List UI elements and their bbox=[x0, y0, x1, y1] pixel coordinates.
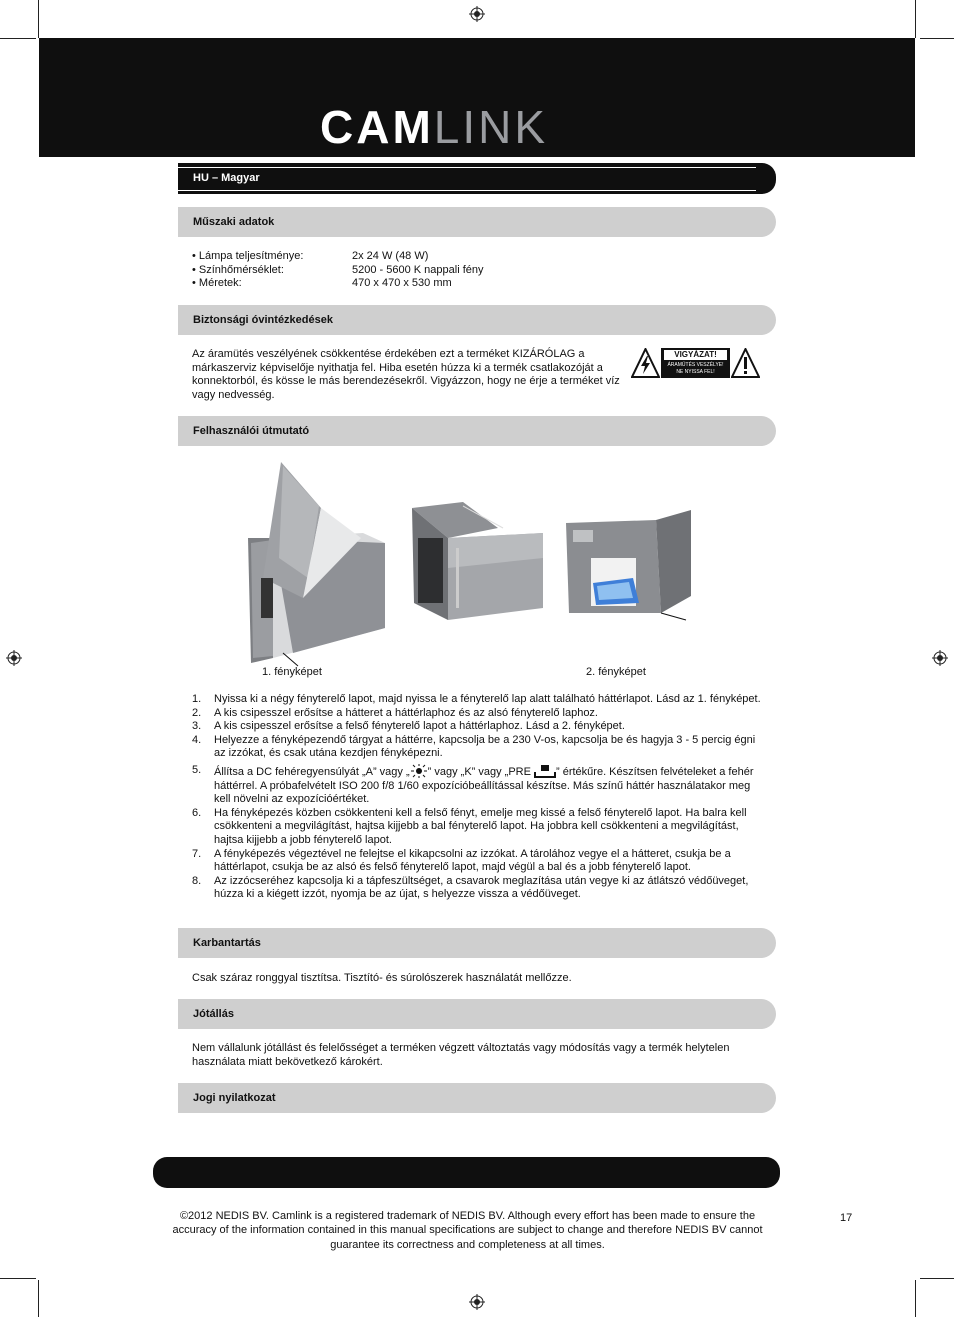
list-item: 8. Az izzócseréhez kapcsolja ki a tápfeszültséget, a csavarok meglazítása után vegye ki az átlátszó védőüveget, húzza ki a kiégett izzót, nyomja be az újat, s helyezze vissza a védőüveget. bbox=[192, 874, 749, 901]
lightbox-photo-1 bbox=[243, 458, 388, 668]
photo-caption-2: 2. fényképet bbox=[586, 666, 646, 678]
section-header-maintenance: Karbantartás bbox=[178, 928, 776, 958]
list-item: 5. Állítsa a DC fehéregyensúlyát „A” vagy „ ” vagy „K” vagy „PRE ” értékűre. Készítsen felvételeket a fehér háttérrel. A próbafelvételt ISO 200 f/8 1/60 expozícióbeállítással készítse. Más színű háttér használatakor meg kell növelni az expozícióértéket. bbox=[192, 763, 754, 806]
list-item: 2. A kis csipesszel erősítse a hátteret a háttérlaphoz és az alsó fényterelő laphoz. bbox=[192, 706, 598, 719]
crop-mark bbox=[920, 38, 954, 39]
list-item: 4. Helyezze a fényképezendő tárgyat a háttérre, kapcsolja be a 230 V-os, kapcsolja be és hagyja 3 - 5 percig égni az izzókat, és csak utána kezdjen fényképezni. bbox=[192, 733, 756, 760]
footer-bar bbox=[153, 1157, 780, 1188]
warranty-text: Nem vállalunk jótállást és felelősséget a terméken végzett változtatás vagy módosítás vagy a termék helytelen használata miatt bekövetkező károkért. bbox=[192, 1042, 730, 1068]
specs-table bbox=[192, 250, 484, 291]
copyright-text: ©2012 NEDIS BV. Camlink is a registered trademark of NEDIS BV. Although every effort has been made to ensure the accuracy of the information contained in this manual specifications are subject to change and therefore NEDIS BV cannot guarantee its correctness and completeness at all times. bbox=[172, 1210, 763, 1251]
list-item: 3. A kis csipesszel erősítse a felső fényterelő lapot a háttérlaphoz. Lásd a 2. fényképet. bbox=[192, 720, 625, 733]
spec-row: • Színhőmérséklet: 5200 - 5600 K nappali fény bbox=[192, 263, 484, 276]
list-item: 7. A fényképezés végeztével ne felejtse el kikapcsolni az izzókat. A tárolához vegye el a hátteret, csukja be a háttérlapot, csukja be az alsó és felső fényterelő lapot, majd végül a bal és a jobb fényterelő lapot. bbox=[192, 847, 731, 874]
section-header-legal: Jogi nyilatkozat bbox=[178, 1083, 776, 1113]
warning-label: VIGYÁZAT! ÁRAMÜTÉS VESZÉLYE! NE NYISSA FEL! bbox=[661, 348, 730, 378]
spec-row: • Lámpa teljesítménye: 2x 24 W (48 W) bbox=[192, 250, 429, 262]
registration-mark-icon bbox=[469, 6, 485, 22]
lightbox-photo-2 bbox=[408, 498, 548, 626]
list-item: 1. Nyissa ki a négy fényterelő lapot, majd nyissa le a fényterelő lap alatt található háttérlapot. Lásd az 1. fényképet. bbox=[192, 693, 761, 705]
registration-mark-icon bbox=[469, 1294, 485, 1310]
preset-icon bbox=[534, 764, 556, 778]
crop-mark bbox=[38, 0, 39, 38]
crop-mark bbox=[38, 1280, 39, 1317]
instruction-steps bbox=[192, 693, 767, 902]
spec-row: • Méretek: 470 x 470 x 530 mm bbox=[192, 277, 452, 290]
crop-mark bbox=[0, 1278, 36, 1279]
registration-mark-icon bbox=[932, 650, 948, 666]
crop-mark bbox=[915, 0, 916, 38]
crop-mark bbox=[0, 38, 36, 39]
list-item: 6. Ha fényképezés közben csökkenteni kell a felső fényt, emelje meg kissé a felső fényterelő lapot. Ha balra kell csökkenteni a megvilágítást, hajtsa kijjebb a bal fényterelő lapot. Ha jobbra kell csökkenteni a megvilágítást, hajtsa kijjebb a jobb fényterelő lapot. bbox=[192, 806, 747, 846]
section-header-specs: Műszaki adatok bbox=[178, 207, 776, 237]
page-number: 17 bbox=[840, 1212, 853, 1224]
registration-mark-icon bbox=[6, 650, 22, 666]
crop-mark bbox=[915, 1280, 916, 1317]
sun-icon bbox=[410, 764, 428, 778]
maintenance-text: Csak száraz ronggyal tisztítsa. Tisztító- és súrolószerek használatát mellőzze. bbox=[192, 972, 572, 984]
exclamation-warning-icon bbox=[731, 348, 760, 378]
section-header-user-guide: Felhasználói útmutató bbox=[178, 416, 776, 446]
camlink-logo: CAMLINK bbox=[320, 101, 549, 153]
lightbox-photo-3 bbox=[561, 508, 696, 623]
crop-mark bbox=[920, 1278, 954, 1279]
safety-text: Az áramütés veszélyének csökkentése érdekében ezt a terméket KIZÁRÓLAG a márkaszerviz képviselője nyithatja fel. Hiba esetén húzza ki a termék csatlakozóját a konnektorból, és kösse le más berendezésekről. Vigyázzon, hogy ne érje a terméket víz vagy nedvesség. bbox=[192, 348, 620, 401]
section-header-safety: Biztonsági óvintézkedések bbox=[178, 305, 776, 335]
language-label: HU – Magyar bbox=[193, 172, 260, 184]
section-header-warranty: Jótállás bbox=[178, 999, 776, 1029]
lightning-warning-icon bbox=[631, 348, 660, 378]
language-bar bbox=[178, 163, 776, 194]
photo-caption-1: 1. fényképet bbox=[262, 666, 322, 678]
